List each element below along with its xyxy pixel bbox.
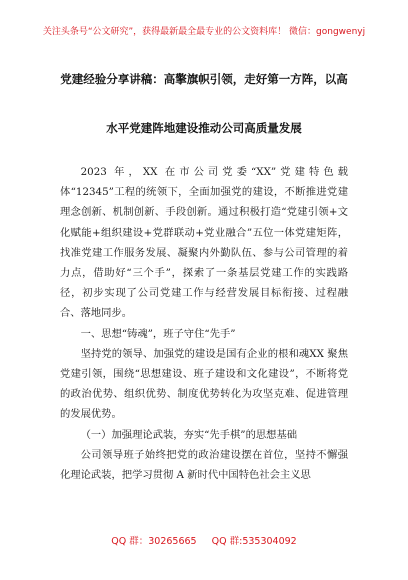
header-banner: 关注头条号“公文研究”，获得最新最全最专业的公文资料库！ 微信：gongwenyj [42,27,366,37]
paragraph-section-1: 坚持党的领导、加强党的建设是国有企业的根和魂XX 聚焦党建引领，围绕“思想建设、班子建设和文化建设”，不断将党的政治优势、组织优势、制度优势转化为攻坚克难、促进管理的发展优势。 [60,347,348,421]
footer-qq-groups [0,533,408,547]
footer-qq-group-1: QQ 群：30265665 [111,536,197,547]
section-heading-1: 一、思想“铸魂”，班子守住“先手” [80,327,236,340]
document-title-line-1: 党建经验分享讲稿：高擎旗帜引领，走好第一方阵，以高 [60,72,348,86]
paragraph-intro: 2023 年，XX 在市公司党委“XX”党建特色载体“12345”工程的统领下，全面加强党的建设，不断推进党建理念创新、机制创新、手段创新。通过积极打造“党建引领+文化赋能+组织建设+党群联动+党业融合”五位一体党建矩阵，找准党建工作服务发展、凝聚内外勤队伍、参与公司管理的着力点，借助好“三个手”，探索了一条基层党建工作的实践路径，初步实现了公司党建工作与经营发展目标衔接、过程融合、落地同步。 [60,166,348,320]
document-title-line-2: 水平党建阵地建设推动公司高质量发展 [106,121,302,135]
subsection-heading-1: （一）加强理论武装，夯实“先手棋”的思想基础 [80,428,298,441]
paragraph-subsection-1: 公司领导班子始终把党的政治建设摆在首位，坚持不懈强化理论武装，把学习贯彻 A 新时代中国特色社会主义思 [60,448,348,482]
footer-qq-group-2: QQ 群:535304092 [211,536,297,547]
document-body [60,162,348,485]
